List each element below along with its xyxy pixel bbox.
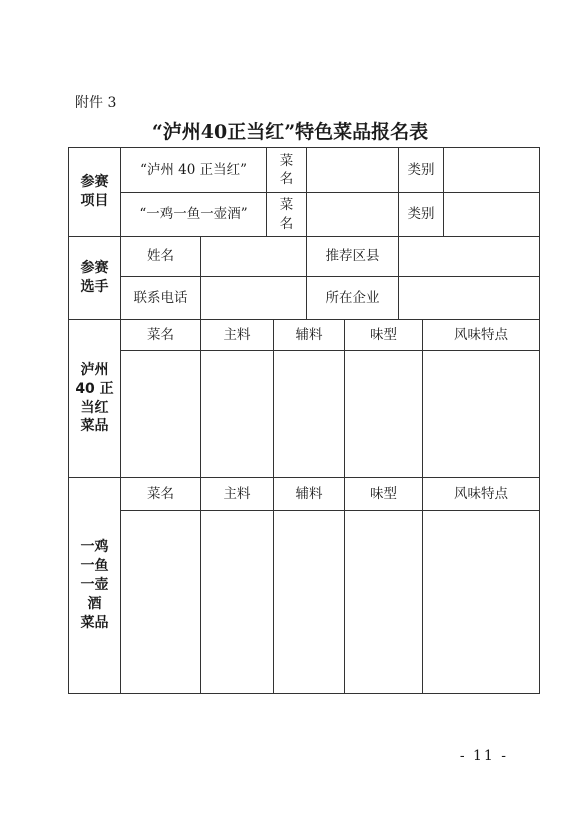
luzhou-col-flavor-feature: 风味特点 xyxy=(454,326,508,343)
dish-label-char-1: 菜 xyxy=(279,152,294,169)
dish-label-char-1: 菜 xyxy=(279,197,294,214)
page-number: - 11 - xyxy=(459,748,508,764)
luzhou-flavor-feature-input[interactable] xyxy=(423,351,539,477)
luzhou-side-ingredient-input[interactable] xyxy=(274,351,344,477)
luzhou-col-main-ingredient: 主料 xyxy=(223,326,251,343)
form-title: “泸州40正当红”特色菜品报名表 xyxy=(151,121,429,143)
district-input[interactable] xyxy=(399,237,539,276)
project-section-label-line2: 项目 xyxy=(80,193,109,209)
cfw-dish-name-input[interactable] xyxy=(121,511,200,693)
cfw-col-flavor-type: 味型 xyxy=(370,485,397,502)
name-input[interactable] xyxy=(201,237,306,276)
phone-input[interactable] xyxy=(201,277,306,319)
cfw-label-line-4: 酒 xyxy=(87,595,102,612)
project-luzhou-name: “泸州 40 正当红” xyxy=(139,161,248,178)
cfw-label-line-3: 一壶 xyxy=(80,577,109,594)
project-category-input-1[interactable] xyxy=(444,148,539,192)
contestant-section-label-line2: 选手 xyxy=(80,279,109,295)
phone-label: 联系电话 xyxy=(133,289,188,306)
project-section-label-line1: 参赛 xyxy=(80,174,109,191)
company-input[interactable] xyxy=(399,277,539,319)
cfw-main-ingredient-input[interactable] xyxy=(201,511,273,693)
luzhou-col-dish-name: 菜名 xyxy=(147,326,174,343)
luzhou-dish-name-input[interactable] xyxy=(121,351,200,477)
luzhou-col-side-ingredient: 辅料 xyxy=(295,326,323,343)
cfw-flavor-type-input[interactable] xyxy=(345,511,422,693)
district-label: 推荐区县 xyxy=(325,248,380,265)
cfw-label-line-2: 一鱼 xyxy=(80,558,109,575)
luzhou-label-line-4: 菜品 xyxy=(80,418,109,435)
project-dish-label-1 xyxy=(267,148,306,192)
project-category-label-1: 类别 xyxy=(407,161,435,178)
dish-label-char-2: 名 xyxy=(279,171,294,187)
cfw-col-main-ingredient: 主料 xyxy=(223,485,251,502)
project-section-label xyxy=(69,148,120,236)
luzhou-label-line-3: 当红 xyxy=(80,399,109,416)
luzhou-label-line-1: 泸州 xyxy=(80,361,109,378)
cfw-col-side-ingredient: 辅料 xyxy=(295,485,323,502)
cfw-flavor-feature-input[interactable] xyxy=(423,511,539,693)
project-chicken-name: “一鸡一鱼一壶酒” xyxy=(139,206,248,223)
cfw-label-line-5: 菜品 xyxy=(80,614,109,631)
project-category-input-2[interactable] xyxy=(444,193,539,236)
luzhou-col-flavor-type: 味型 xyxy=(370,326,397,343)
cfw-col-dish-name: 菜名 xyxy=(147,485,174,502)
dish-label-char-2: 名 xyxy=(279,215,294,232)
project-dish-input-2[interactable] xyxy=(307,193,398,236)
luzhou-dish-section-label xyxy=(69,320,120,477)
contestant-section-label xyxy=(69,237,120,319)
name-label: 姓名 xyxy=(147,248,174,265)
luzhou-flavor-type-input[interactable] xyxy=(345,351,422,477)
project-category-label-2: 类别 xyxy=(407,206,435,223)
project-dish-label-2 xyxy=(267,193,306,236)
luzhou-label-line-2: 40 正 xyxy=(75,380,114,397)
luzhou-main-ingredient-input[interactable] xyxy=(201,351,273,477)
cfw-label-line-1: 一鸡 xyxy=(80,539,109,556)
chicken-fish-wine-section-label xyxy=(69,478,120,693)
project-dish-input-1[interactable] xyxy=(307,148,398,192)
contestant-section-label-line1: 参赛 xyxy=(80,260,109,277)
attachment-label: 附件 3 xyxy=(75,95,117,111)
company-label: 所在企业 xyxy=(325,289,380,306)
cfw-col-flavor-feature: 风味特点 xyxy=(454,485,508,502)
cfw-side-ingredient-input[interactable] xyxy=(274,511,344,693)
